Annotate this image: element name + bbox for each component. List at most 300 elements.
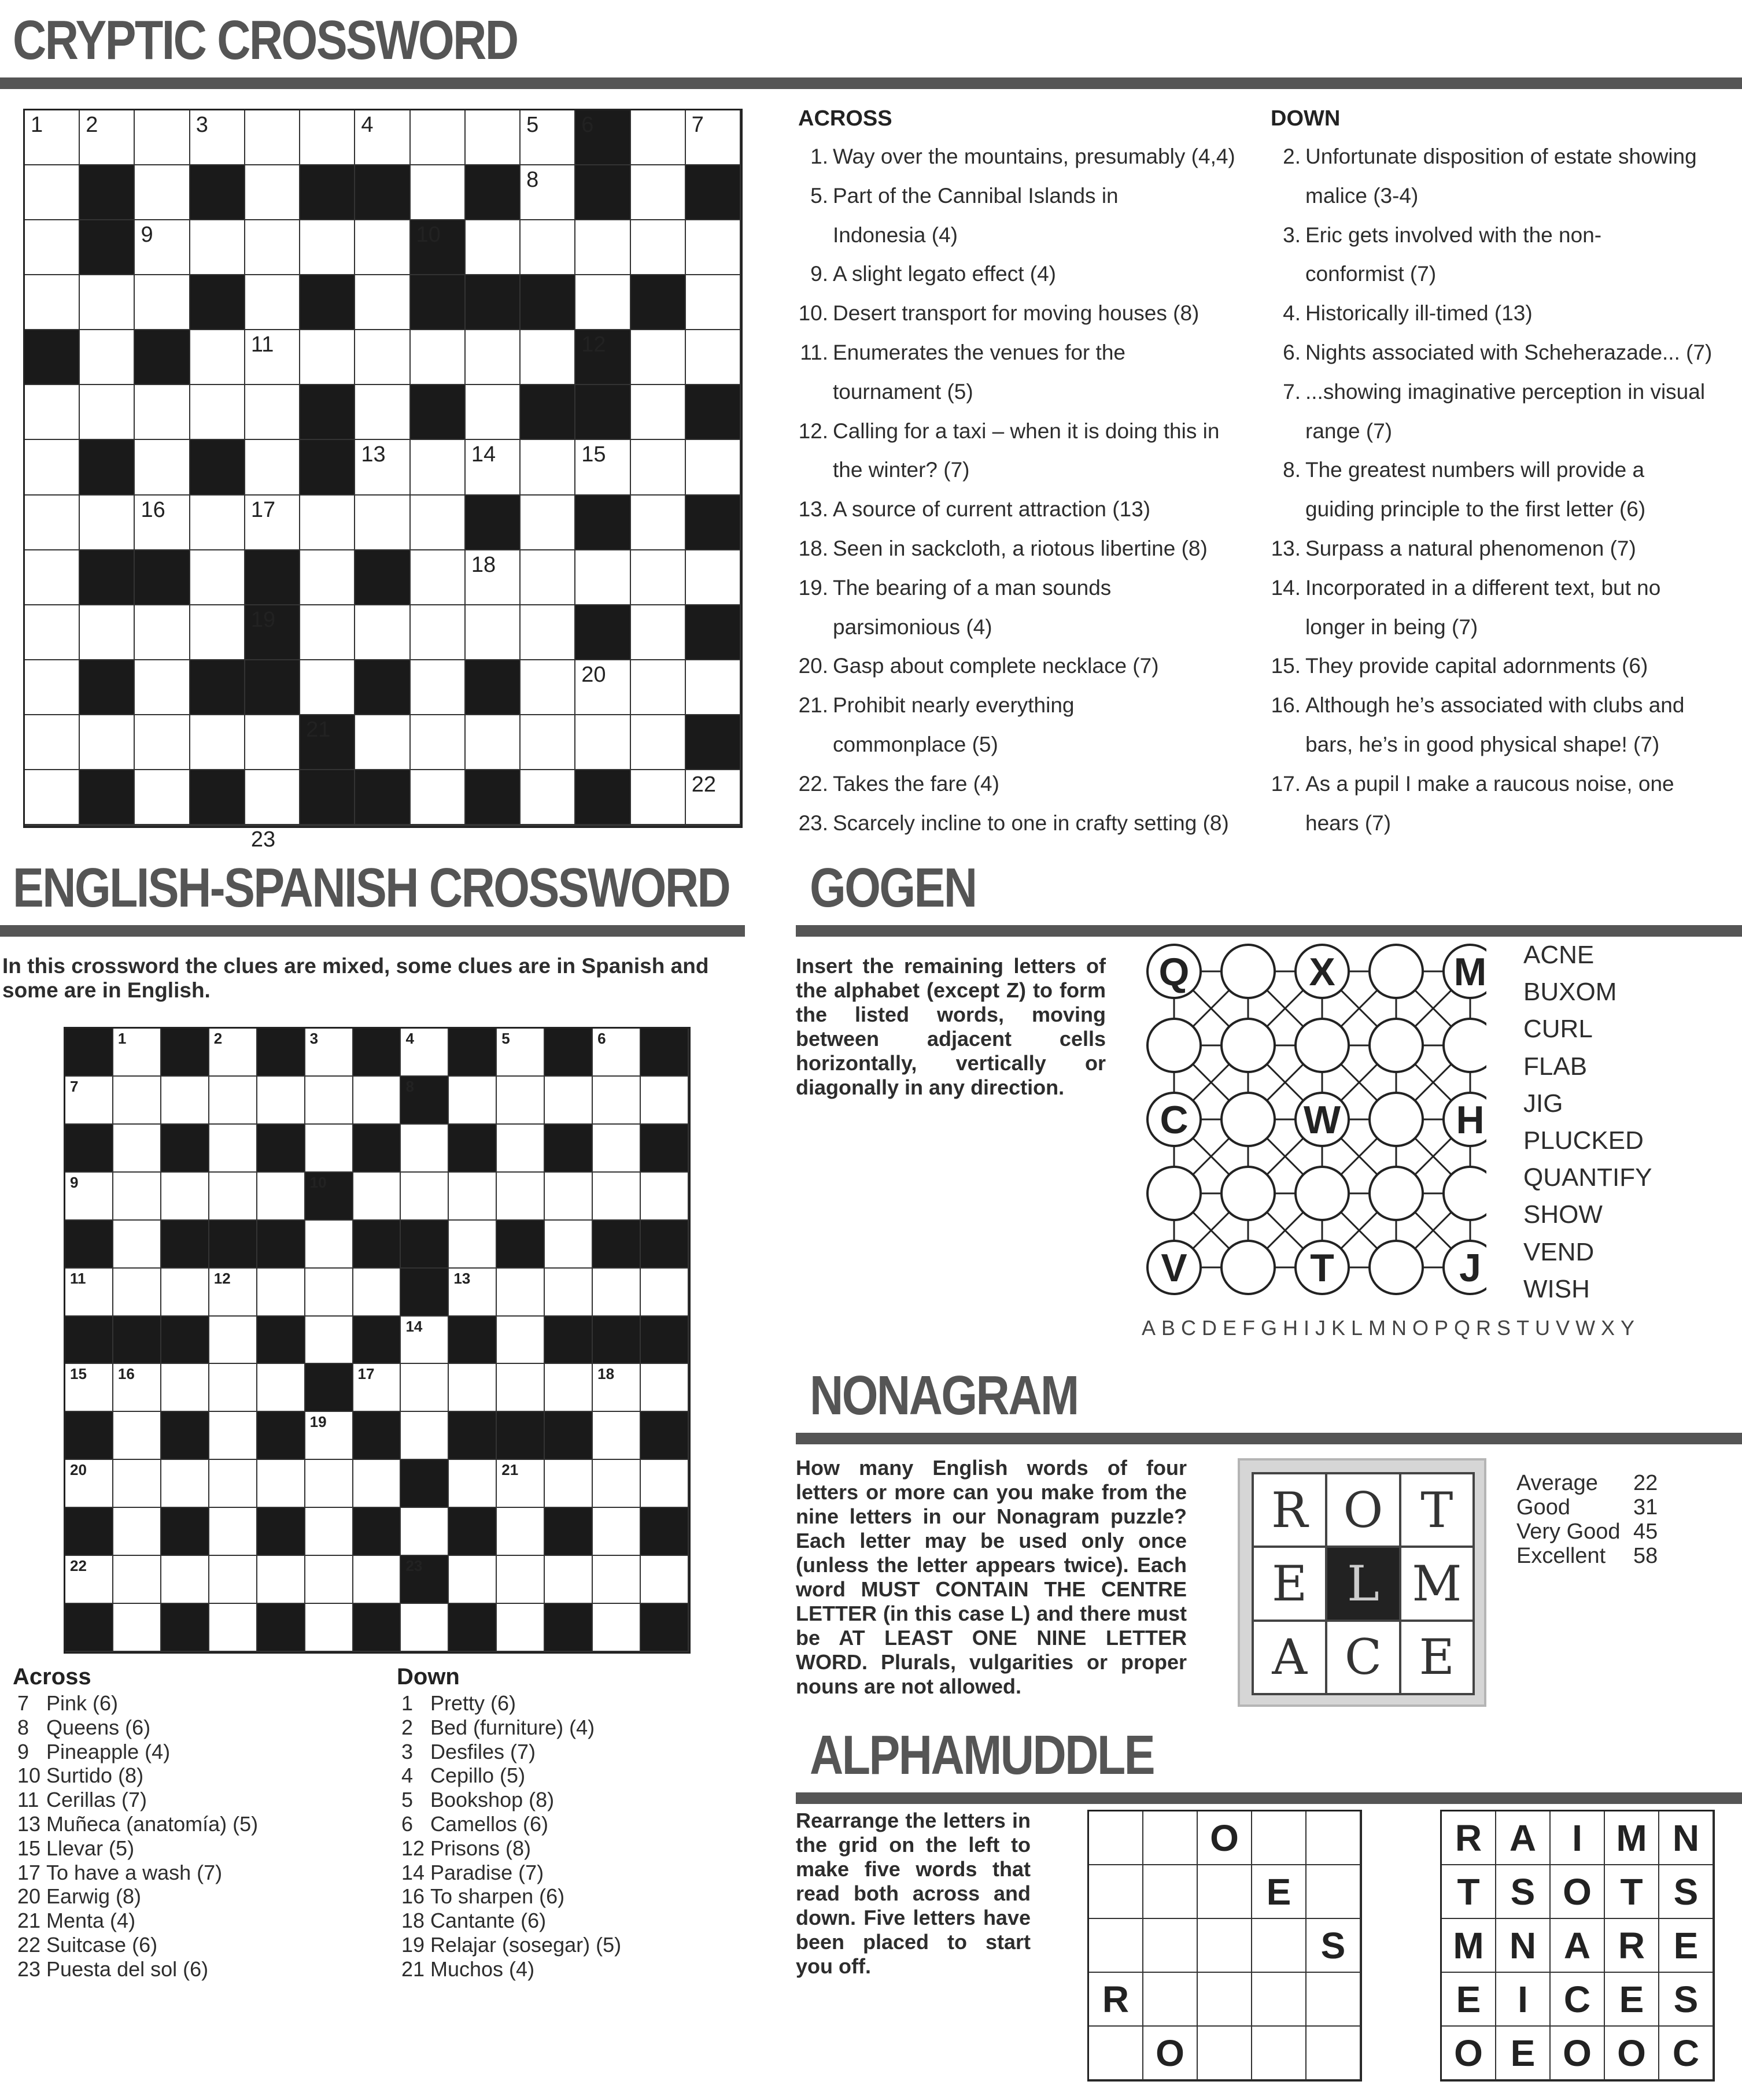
english-spanish-cell[interactable]: [641, 1173, 689, 1221]
cryptic-cell[interactable]: [686, 770, 741, 825]
english-spanish-cell[interactable]: [593, 1029, 641, 1077]
cryptic-cell[interactable]: [135, 660, 190, 715]
cryptic-cell[interactable]: [25, 770, 80, 825]
english-spanish-cell[interactable]: [545, 1460, 593, 1508]
cryptic-cell[interactable]: [466, 715, 521, 770]
english-spanish-cell[interactable]: [257, 1269, 305, 1317]
english-spanish-cell[interactable]: [161, 1556, 209, 1604]
cryptic-cell[interactable]: [190, 715, 245, 770]
cryptic-cell[interactable]: [521, 550, 575, 605]
alphamuddle-puzzle-cell[interactable]: [1306, 2027, 1361, 2080]
english-spanish-cell[interactable]: [593, 1460, 641, 1508]
english-spanish-cell[interactable]: [641, 1269, 689, 1317]
alphamuddle-puzzle-cell[interactable]: [1198, 1919, 1252, 1973]
cryptic-cell[interactable]: [466, 220, 521, 275]
english-spanish-cell[interactable]: [449, 1221, 497, 1269]
cryptic-cell[interactable]: [355, 715, 410, 770]
alphamuddle-puzzle-cell[interactable]: [1306, 1973, 1361, 2027]
cryptic-cell[interactable]: [245, 440, 300, 495]
english-spanish-cell[interactable]: [497, 1317, 545, 1365]
english-spanish-cell[interactable]: [65, 1077, 113, 1125]
cryptic-cell[interactable]: [686, 825, 741, 826]
english-spanish-cell[interactable]: [545, 1556, 593, 1604]
gogen-word: BUXOM: [1523, 978, 1617, 1007]
english-spanish-down-clue-number: 3: [401, 1739, 414, 1763]
english-spanish-cell[interactable]: [113, 1269, 161, 1317]
english-spanish-cell[interactable]: [305, 1269, 353, 1317]
english-spanish-cell[interactable]: [353, 1269, 401, 1317]
english-spanish-cell[interactable]: [545, 1173, 593, 1221]
alphamuddle-puzzle-cell[interactable]: [1198, 2027, 1252, 2080]
english-spanish-cell[interactable]: [65, 1556, 113, 1604]
cryptic-cell[interactable]: [411, 110, 466, 165]
cryptic-cell[interactable]: [575, 715, 630, 770]
gogen-cell[interactable]: [1296, 1019, 1349, 1072]
english-spanish-cell[interactable]: [257, 1173, 305, 1221]
cryptic-cell[interactable]: [631, 605, 686, 660]
english-spanish-cell[interactable]: [65, 1269, 113, 1317]
english-spanish-cell[interactable]: [545, 1269, 593, 1317]
english-spanish-cell[interactable]: [257, 1556, 305, 1604]
cryptic-cell[interactable]: [80, 715, 135, 770]
cryptic-cell[interactable]: [466, 605, 521, 660]
english-spanish-cell[interactable]: [449, 1364, 497, 1412]
english-spanish-cell[interactable]: [449, 1077, 497, 1125]
english-spanish-cell[interactable]: [305, 1604, 353, 1652]
english-spanish-cell[interactable]: [305, 1508, 353, 1556]
cryptic-cell[interactable]: [300, 550, 355, 605]
english-spanish-cell[interactable]: [113, 1029, 161, 1077]
cryptic-cell[interactable]: [245, 110, 300, 165]
english-spanish-cell[interactable]: [497, 1556, 545, 1604]
english-spanish-cell[interactable]: [641, 1556, 689, 1604]
cryptic-cell[interactable]: [135, 605, 190, 660]
cryptic-cell[interactable]: [300, 110, 355, 165]
cryptic-cell[interactable]: [300, 330, 355, 385]
cryptic-cell[interactable]: [521, 330, 575, 385]
english-spanish-cell[interactable]: [449, 1173, 497, 1221]
cryptic-cell[interactable]: [135, 275, 190, 330]
english-spanish-cell[interactable]: [305, 1221, 353, 1269]
cryptic-cell[interactable]: [190, 385, 245, 440]
alphamuddle-puzzle-cell[interactable]: [1143, 1811, 1198, 1865]
cryptic-cell[interactable]: [190, 330, 245, 385]
cryptic-cell[interactable]: [80, 110, 135, 165]
cryptic-cell[interactable]: [355, 110, 410, 165]
english-spanish-cell[interactable]: [593, 1173, 641, 1221]
english-spanish-cell[interactable]: [161, 1364, 209, 1412]
english-spanish-cell[interactable]: [209, 1317, 257, 1365]
cryptic-cell[interactable]: [686, 660, 741, 715]
gogen-cell[interactable]: [1370, 1019, 1423, 1072]
cryptic-cell[interactable]: [300, 220, 355, 275]
alphamuddle-puzzle-cell[interactable]: [1143, 1865, 1198, 1919]
gogen-cell[interactable]: [1370, 1241, 1423, 1294]
cryptic-cell[interactable]: [411, 550, 466, 605]
english-spanish-cell[interactable]: [497, 1460, 545, 1508]
cryptic-cell[interactable]: [411, 770, 466, 825]
english-spanish-cell[interactable]: [65, 1460, 113, 1508]
alphamuddle-puzzle-cell[interactable]: [1252, 1811, 1306, 1865]
english-spanish-cell[interactable]: [545, 1077, 593, 1125]
cryptic-cell[interactable]: [631, 220, 686, 275]
alphamuddle-puzzle-cell[interactable]: R: [1089, 1973, 1143, 2027]
english-spanish-cell[interactable]: [353, 1556, 401, 1604]
english-spanish-cell[interactable]: [209, 1364, 257, 1412]
english-spanish-cell[interactable]: [209, 1508, 257, 1556]
english-spanish-cell[interactable]: [401, 1604, 449, 1652]
english-spanish-cell[interactable]: [113, 1508, 161, 1556]
english-spanish-cell[interactable]: [209, 1604, 257, 1652]
cryptic-cell[interactable]: [25, 110, 80, 165]
alphamuddle-puzzle-cell[interactable]: [1198, 1973, 1252, 2027]
cryptic-cell[interactable]: [686, 220, 741, 275]
alphamuddle-puzzle-cell[interactable]: [1252, 1973, 1306, 2027]
english-spanish-cell[interactable]: [209, 1269, 257, 1317]
english-spanish-cell[interactable]: [161, 1269, 209, 1317]
cryptic-cell[interactable]: [355, 275, 410, 330]
cryptic-cell[interactable]: [245, 220, 300, 275]
cryptic-cell[interactable]: [190, 496, 245, 550]
gogen-cell[interactable]: [1221, 1093, 1275, 1146]
english-spanish-cell[interactable]: [305, 1317, 353, 1365]
cryptic-cell[interactable]: [411, 440, 466, 495]
english-spanish-cell[interactable]: [161, 1173, 209, 1221]
cryptic-cell[interactable]: [135, 220, 190, 275]
cryptic-cell[interactable]: [135, 770, 190, 825]
english-spanish-down-clue-text: Bookshop (8): [430, 1788, 555, 1812]
english-spanish-cell[interactable]: [593, 1604, 641, 1652]
alphamuddle-puzzle-cell[interactable]: [1252, 2027, 1306, 2080]
english-spanish-cell[interactable]: [305, 1125, 353, 1173]
english-spanish-cell[interactable]: [593, 1269, 641, 1317]
cryptic-cell[interactable]: [631, 440, 686, 495]
cryptic-cell[interactable]: [25, 496, 80, 550]
cryptic-cell[interactable]: [245, 496, 300, 550]
alphamuddle-puzzle-cell[interactable]: S: [1306, 1919, 1361, 1973]
cryptic-cell[interactable]: [190, 220, 245, 275]
cryptic-cell[interactable]: [135, 165, 190, 220]
cryptic-cell[interactable]: [190, 110, 245, 165]
gogen-cell[interactable]: [1296, 1167, 1349, 1220]
english-spanish-cell[interactable]: [113, 1173, 161, 1221]
english-spanish-black-cell: [305, 1173, 353, 1221]
cryptic-cell[interactable]: [411, 660, 466, 715]
english-spanish-cell[interactable]: [401, 1508, 449, 1556]
gogen-cell[interactable]: [1370, 1093, 1423, 1146]
english-spanish-cell[interactable]: [497, 1077, 545, 1125]
english-spanish-cell[interactable]: [641, 1364, 689, 1412]
cryptic-cell[interactable]: [245, 275, 300, 330]
cryptic-cell[interactable]: [521, 770, 575, 825]
english-spanish-cell[interactable]: [305, 1077, 353, 1125]
cryptic-down-clue: [1271, 608, 1733, 647]
alphamuddle-puzzle-cell[interactable]: [1306, 1811, 1361, 1865]
cryptic-cell[interactable]: [25, 550, 80, 605]
cryptic-cell[interactable]: [80, 275, 135, 330]
alphamuddle-puzzle-cell[interactable]: [1089, 1865, 1143, 1919]
cryptic-cell[interactable]: [631, 496, 686, 550]
english-spanish-cell[interactable]: [593, 1556, 641, 1604]
english-spanish-cell[interactable]: [209, 1077, 257, 1125]
english-spanish-cell[interactable]: [353, 1173, 401, 1221]
alphamuddle-puzzle-cell[interactable]: E: [1252, 1865, 1306, 1919]
cryptic-cell[interactable]: [466, 385, 521, 440]
cryptic-cell[interactable]: [245, 715, 300, 770]
english-spanish-cell[interactable]: [209, 1460, 257, 1508]
english-spanish-cell[interactable]: [209, 1556, 257, 1604]
english-spanish-cell[interactable]: [113, 1412, 161, 1460]
english-spanish-cell[interactable]: [209, 1125, 257, 1173]
english-spanish-down-clue: [397, 1957, 767, 1981]
cryptic-cell[interactable]: [521, 660, 575, 715]
english-spanish-cell[interactable]: [401, 1364, 449, 1412]
cryptic-cell[interactable]: [521, 496, 575, 550]
cryptic-cell[interactable]: [300, 496, 355, 550]
gogen-cell[interactable]: [1370, 945, 1423, 998]
cryptic-cell[interactable]: [25, 275, 80, 330]
cryptic-cell[interactable]: [521, 165, 575, 220]
cryptic-cell[interactable]: [466, 110, 521, 165]
alphamuddle-letter-cell: S: [1659, 1865, 1714, 1919]
english-spanish-cell[interactable]: [641, 1077, 689, 1125]
cryptic-cell[interactable]: [300, 825, 355, 826]
english-spanish-cell[interactable]: [401, 1029, 449, 1077]
cryptic-cell[interactable]: [466, 440, 521, 495]
cryptic-cell[interactable]: [411, 825, 466, 826]
cryptic-cell[interactable]: [245, 825, 300, 852]
cryptic-cell[interactable]: [411, 715, 466, 770]
english-spanish-cell[interactable]: [401, 1173, 449, 1221]
cryptic-cell[interactable]: [25, 165, 80, 220]
english-spanish-clue-number: 10: [309, 1173, 327, 1191]
english-spanish-cell[interactable]: [257, 1364, 305, 1412]
english-spanish-cell[interactable]: [593, 1364, 641, 1412]
cryptic-cell[interactable]: [631, 550, 686, 605]
cryptic-cell[interactable]: [355, 440, 410, 495]
cryptic-cell[interactable]: [521, 220, 575, 275]
gogen-cell[interactable]: [1221, 945, 1275, 998]
english-spanish-clue-number: 5: [501, 1030, 510, 1047]
english-spanish-cell[interactable]: [113, 1077, 161, 1125]
cryptic-cell[interactable]: [575, 550, 630, 605]
cryptic-cell[interactable]: [25, 440, 80, 495]
cryptic-cell[interactable]: [686, 550, 741, 605]
english-spanish-cell[interactable]: [497, 1029, 545, 1077]
cryptic-cell[interactable]: [135, 110, 190, 165]
alphamuddle-letter-cell: A: [1551, 1919, 1605, 1973]
cryptic-cell[interactable]: [575, 220, 630, 275]
alphamuddle-puzzle-cell[interactable]: O: [1143, 2027, 1198, 2080]
cryptic-cell[interactable]: [466, 330, 521, 385]
cryptic-cell[interactable]: [245, 770, 300, 825]
cryptic-cell[interactable]: [190, 605, 245, 660]
cryptic-cell[interactable]: [411, 496, 466, 550]
gogen-cell[interactable]: [1221, 1241, 1275, 1294]
english-spanish-cell[interactable]: [449, 1556, 497, 1604]
english-spanish-cell[interactable]: [113, 1556, 161, 1604]
cryptic-cell[interactable]: [80, 825, 135, 826]
cryptic-cell[interactable]: [355, 220, 410, 275]
english-spanish-cell[interactable]: [497, 1364, 545, 1412]
cryptic-cell[interactable]: [575, 660, 630, 715]
cryptic-cell[interactable]: [80, 496, 135, 550]
cryptic-cell[interactable]: [25, 825, 80, 826]
cryptic-cell[interactable]: [190, 550, 245, 605]
english-spanish-across-clue-number: 17: [17, 1860, 41, 1884]
cryptic-cell[interactable]: [355, 330, 410, 385]
cryptic-cell[interactable]: [521, 825, 575, 826]
english-spanish-cell[interactable]: [209, 1173, 257, 1221]
cryptic-cell[interactable]: [135, 715, 190, 770]
cryptic-cell[interactable]: [686, 440, 741, 495]
cryptic-cell[interactable]: [575, 275, 630, 330]
english-spanish-cell[interactable]: [353, 1364, 401, 1412]
alphamuddle-puzzle-cell[interactable]: [1306, 1865, 1361, 1919]
english-spanish-cell[interactable]: [497, 1269, 545, 1317]
english-spanish-cell[interactable]: [545, 1364, 593, 1412]
english-spanish-cell[interactable]: [257, 1460, 305, 1508]
nonagram-rating-row: [1516, 1495, 1658, 1519]
cryptic-cell[interactable]: [135, 440, 190, 495]
english-spanish-cell[interactable]: [161, 1460, 209, 1508]
english-spanish-cell[interactable]: [353, 1077, 401, 1125]
english-spanish-cell[interactable]: [305, 1412, 353, 1460]
english-spanish-cell[interactable]: [593, 1508, 641, 1556]
cryptic-cell[interactable]: [245, 165, 300, 220]
english-spanish-cell[interactable]: [497, 1604, 545, 1652]
cryptic-cell[interactable]: [631, 110, 686, 165]
english-spanish-cell[interactable]: [113, 1221, 161, 1269]
english-spanish-cell[interactable]: [449, 1460, 497, 1508]
cryptic-cell[interactable]: [631, 660, 686, 715]
cryptic-cell[interactable]: [631, 385, 686, 440]
cryptic-cell[interactable]: [245, 385, 300, 440]
cryptic-cell[interactable]: [25, 605, 80, 660]
gogen-cell[interactable]: [1147, 1019, 1201, 1072]
cryptic-cell[interactable]: [355, 496, 410, 550]
cryptic-across-clue-text: Prohibit nearly everything: [833, 693, 1075, 718]
english-spanish-cell[interactable]: [209, 1412, 257, 1460]
alphamuddle-puzzle-cell[interactable]: [1252, 1919, 1306, 1973]
english-spanish-cell[interactable]: [593, 1412, 641, 1460]
cryptic-cell[interactable]: [521, 110, 575, 165]
english-spanish-cell[interactable]: [65, 1364, 113, 1412]
alphamuddle-puzzle-cell[interactable]: [1089, 1811, 1143, 1865]
english-spanish-cell[interactable]: [209, 1029, 257, 1077]
cryptic-cell[interactable]: [25, 385, 80, 440]
english-spanish-cell[interactable]: [593, 1077, 641, 1125]
english-spanish-cell[interactable]: [257, 1077, 305, 1125]
cryptic-cell[interactable]: [355, 825, 410, 826]
alphamuddle-puzzle-cell[interactable]: O: [1198, 1811, 1252, 1865]
cryptic-cell[interactable]: [300, 605, 355, 660]
gogen-cell[interactable]: [1221, 1019, 1275, 1072]
cryptic-cell[interactable]: [80, 330, 135, 385]
cryptic-cell[interactable]: [245, 330, 300, 385]
english-spanish-cell[interactable]: [353, 1460, 401, 1508]
cryptic-cell[interactable]: [355, 385, 410, 440]
english-spanish-cell[interactable]: [305, 1460, 353, 1508]
cryptic-cell[interactable]: [135, 825, 190, 826]
gogen-cell[interactable]: [1221, 1167, 1275, 1220]
alphamuddle-puzzle-cell[interactable]: [1143, 1973, 1198, 2027]
cryptic-cell[interactable]: [631, 165, 686, 220]
cryptic-cell[interactable]: [521, 715, 575, 770]
english-spanish-cell[interactable]: [545, 1221, 593, 1269]
cryptic-cell[interactable]: [575, 440, 630, 495]
english-spanish-cell[interactable]: [641, 1460, 689, 1508]
english-spanish-cell[interactable]: [113, 1460, 161, 1508]
cryptic-cell[interactable]: [631, 330, 686, 385]
english-spanish-cell[interactable]: [113, 1604, 161, 1652]
alphamuddle-puzzle-cell[interactable]: [1089, 2027, 1143, 2080]
cryptic-cell[interactable]: [411, 165, 466, 220]
cryptic-cell[interactable]: [631, 825, 686, 826]
cryptic-cell[interactable]: [631, 770, 686, 825]
cryptic-across-clue: [798, 686, 1261, 725]
english-spanish-cell[interactable]: [593, 1125, 641, 1173]
english-spanish-cell[interactable]: [305, 1556, 353, 1604]
cryptic-down-clue-text: malice (3-4): [1305, 183, 1419, 208]
cryptic-cell[interactable]: [80, 385, 135, 440]
cryptic-cell[interactable]: [411, 330, 466, 385]
english-spanish-cell[interactable]: [113, 1364, 161, 1412]
english-spanish-cell[interactable]: [497, 1173, 545, 1221]
english-spanish-cell[interactable]: [65, 1173, 113, 1221]
cryptic-cell[interactable]: [686, 275, 741, 330]
cryptic-cell[interactable]: [631, 715, 686, 770]
cryptic-cell[interactable]: [135, 385, 190, 440]
cryptic-cell[interactable]: [80, 605, 135, 660]
gogen-cell[interactable]: [1147, 1167, 1201, 1220]
cryptic-cell[interactable]: [521, 440, 575, 495]
english-spanish-cell[interactable]: [305, 1029, 353, 1077]
english-spanish-cell[interactable]: [161, 1077, 209, 1125]
cryptic-cell[interactable]: [355, 605, 410, 660]
cryptic-cell[interactable]: [686, 330, 741, 385]
english-spanish-cell[interactable]: [497, 1508, 545, 1556]
english-spanish-cell[interactable]: [401, 1125, 449, 1173]
cryptic-cell[interactable]: [575, 825, 630, 826]
cryptic-cell[interactable]: [466, 825, 521, 826]
alphamuddle-puzzle-cell[interactable]: [1198, 1865, 1252, 1919]
english-spanish-cell[interactable]: [401, 1412, 449, 1460]
cryptic-cell[interactable]: [686, 110, 741, 165]
gogen-cell[interactable]: [1444, 1167, 1486, 1220]
english-spanish-cell[interactable]: [113, 1125, 161, 1173]
cryptic-cell[interactable]: [25, 660, 80, 715]
english-spanish-black-cell: [449, 1412, 497, 1460]
alphamuddle-puzzle-cell[interactable]: [1143, 1919, 1198, 1973]
english-spanish-cell[interactable]: [497, 1125, 545, 1173]
english-spanish-cell[interactable]: [401, 1317, 449, 1365]
english-spanish-cell[interactable]: [449, 1269, 497, 1317]
english-spanish-black-cell: [401, 1556, 449, 1604]
cryptic-cell[interactable]: [135, 496, 190, 550]
gogen-cell[interactable]: [1370, 1167, 1423, 1220]
cryptic-cell[interactable]: [411, 605, 466, 660]
cryptic-across-clue: [798, 294, 1261, 333]
alphamuddle-puzzle-cell[interactable]: [1089, 1919, 1143, 1973]
cryptic-cell[interactable]: [25, 715, 80, 770]
cryptic-cell[interactable]: [466, 550, 521, 605]
cryptic-cell[interactable]: [300, 660, 355, 715]
cryptic-cell[interactable]: [521, 605, 575, 660]
cryptic-cell[interactable]: [25, 220, 80, 275]
nonagram-rating-row: [1516, 1544, 1658, 1568]
gogen-cell[interactable]: [1444, 1019, 1486, 1072]
